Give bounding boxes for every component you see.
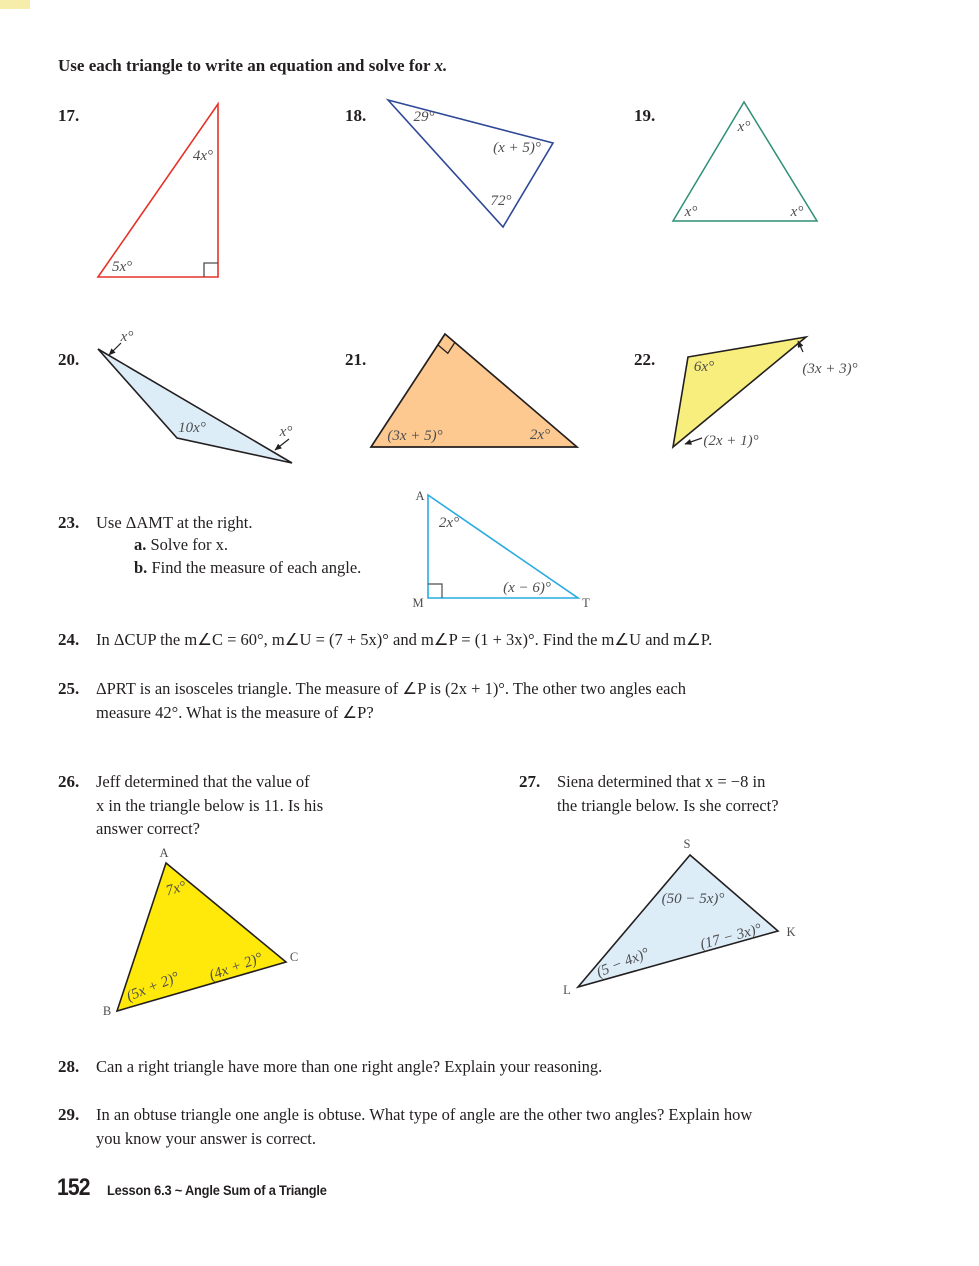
figure-26 [100,843,315,1028]
problem-29-number: 29. [58,1105,80,1124]
angle-label-17-base: 5x° [112,259,133,275]
angle-label-20-top: x° [120,329,134,345]
problem-25-text [96,677,686,724]
problem-25-line2: measure 42°. What is the measure of ∠P? [96,702,374,722]
figure-27 [560,835,805,1000]
angle-label-20-right: x° [279,424,293,440]
problem-29-line1: In an obtuse triangle one angle is obtuse. What type of angle are the other two angles? Explain how [96,1105,753,1124]
problem-23a [134,535,228,555]
angle-label-18-bottom: 72° [490,193,512,209]
angle-label-27-S: (50 − 5x)° [661,891,725,907]
angle-label-21-right: 2x° [529,427,551,443]
problem-19-number: 19. [634,106,656,125]
angle-label-26-B: (5x + 2)° [124,969,182,1005]
problem-23b-label: b. [134,558,148,577]
triangle-17-shape [98,104,218,277]
problem-26 [58,770,323,841]
problem-25 [58,677,686,724]
vertex-label-26-B: B [102,1004,112,1018]
problem-27-number: 27. [519,772,541,791]
page-instruction [58,56,447,76]
problem-29-text [96,1103,752,1150]
problem-24-text: In ΔCUP the m∠C = 60°, m∠U = (7 + 5x)° and m∠P = (1 + 3x)°. Find the m∠U and m∠P. [96,630,713,649]
angle-label-26-A: 7x° [164,878,188,900]
instruction-variable: x. [434,56,448,75]
figure-22 [660,330,910,455]
angle-label-27-K: (17 − 3x)° [698,921,764,953]
angle-label-26-C: (4x + 2)° [207,950,265,984]
figure-23 [412,488,597,612]
problem-27 [519,770,779,817]
problem-20-number: 20. [58,350,80,369]
vertex-label-26-A: A [159,846,169,860]
arrow-20-right [275,439,289,450]
angle-label-20-mid: 10x° [178,420,206,436]
problem-26-line3: answer correct? [96,819,200,838]
problem-28-text: Can a right triangle have more than one right angle? Explain your reasoning. [96,1057,603,1076]
footer-page-number: 152 [57,1174,90,1201]
angle-label-19-left: x° [684,204,698,220]
vertex-label-27-L: L [563,983,571,997]
problem-23b [134,558,361,578]
problem-23 [58,511,253,535]
vertex-label-26-C: C [289,950,299,964]
vertex-label-A: A [415,489,425,503]
figure-19 [665,95,825,228]
angle-label-27-L: (5 − 4x)° [594,945,652,981]
triangle-20-shape [98,349,292,463]
problem-23a-text: Solve for x. [150,535,228,554]
problem-26-number: 26. [58,772,80,791]
angle-label-22-bottom: (2x + 1)° [703,433,759,449]
problem-23a-label: a. [134,535,147,554]
angle-label-23-base: (x − 6)° [503,580,551,596]
problem-26-text [96,770,323,841]
right-angle-marker-17 [204,263,218,277]
angle-label-21-left: (3x + 5)° [387,428,443,444]
arrow-22-right [798,341,803,352]
figure-20 [88,328,303,470]
angle-label-23-apex: 2x° [438,515,460,531]
problem-25-number: 25. [58,679,80,698]
problem-29-line2: you know your answer is correct. [96,1128,316,1148]
problem-26-line1: Jeff determined that the value of [96,772,310,791]
angle-label-22-top: 6x° [693,359,715,375]
angle-label-18-right: (x + 5)° [493,140,541,156]
problem-27-line1: Siena determined that x = −8 in [557,772,766,791]
problem-24 [58,628,712,652]
arrow-20-top [109,343,121,355]
problem-27-line2: the triangle below. Is she correct? [557,795,779,815]
footer-lesson-title: Lesson 6.3 ~ Angle Sum of a Triangle [107,1183,327,1198]
vertex-label-27-K: K [786,925,796,939]
angle-label-17-apex: 4x° [192,148,213,164]
problem-18-number: 18. [345,106,367,125]
problem-29 [58,1103,752,1150]
problem-17-number: 17. [58,106,80,125]
problem-22-number: 22. [634,350,656,369]
problem-28 [58,1055,602,1079]
angle-label-19-right: x° [790,204,804,220]
right-angle-marker-23 [428,584,442,598]
figure-21 [365,330,585,452]
figure-18 [380,94,570,236]
problem-25-line1: ΔPRT is an isosceles triangle. The measure of ∠P is (2x + 1)°. The other two angles each [96,679,687,698]
angle-label-19-apex: x° [737,119,751,135]
triangle-22-shape [673,337,806,447]
page-corner-mark [0,0,30,9]
arrow-22-bottom [685,438,702,444]
problem-23b-text: Find the measure of each angle. [151,558,362,577]
problem-28-number: 28. [58,1057,80,1076]
problem-23-text: Use ΔAMT at the right. [96,513,253,532]
problem-23-number: 23. [58,513,80,532]
problem-24-number: 24. [58,630,80,649]
angle-label-22-right: (3x + 3)° [802,361,858,377]
page-footer [57,1174,338,1202]
vertex-label-27-S: S [683,837,691,851]
problem-27-text [557,770,779,817]
figure-17 [88,96,238,291]
vertex-label-M: M [412,596,424,610]
problem-21-number: 21. [345,350,367,369]
vertex-label-T: T [582,596,590,610]
instruction-text: Use each triangle to write an equation and solve for [58,56,435,75]
angle-label-18-top: 29° [413,109,435,125]
problem-26-line2: x in the triangle below is 11. Is his [96,795,324,815]
